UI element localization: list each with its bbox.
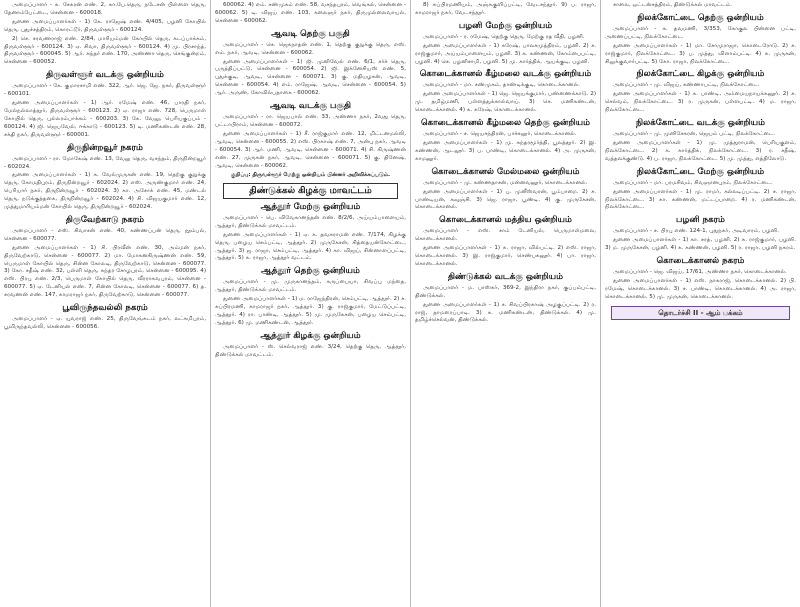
body-paragraph: துணை அமைப்பாளர்கள் - 1) ஜெ. ஜெயக்குமார், பண்ணைக்காடு. 2) மு. தமிழ்மணி, பள்ளத்துக்கால்வாய். 3) செ. மணிகண்டன், கொடைக்கானல். 4) க. சுரேஷ், கொடைக்கானல். [415, 91, 596, 114]
body-paragraph: துணை அமைப்பாளர்கள் - 1) ஜி. முனிவேல் எண். 6/1, சர்ச் தெரு, பருத்திப்பட்டு, சென்னை - 600054. 2) ஜி. இக்னேசியஸ் எண். 5, புதுக்குடி, ஆவடி, சென்னை - 600071. 3) கு. மதியழகன், ஆவடி, சென்னை - 600054. 4) எம். ராஜேஷ், ஆவடி, சென்னை - 600054. 5) ஆர். அருண், கோவில்பதாகை - 600062. [215, 58, 406, 97]
section-heading: கொடைக்கானல் மேல்மலை ஒன்றியம் [431, 166, 580, 177]
body-paragraph: துணை அமைப்பாளர்கள் - 1) மா. சோமுராஜா, கொடைரோடு. 2) ச. ராஜ்குமார், நிலக்கோட்டை. 3) ப. முத்து, விளாம்பட்டி. 4) சு. முருகன், சிலுக்குவார்பட்டி. 5) கோ. ராஜா, நிலக்கோட்டை. [605, 42, 796, 65]
body-paragraph: துணை அமைப்பாளர்கள் - 1) சீ. ராஜ்குமார் எண். 12, மிட்டனமல்லி, ஆவடி, சென்னை - 600055. 2) எஸ். பிரகாஷ் எண். 7, அன்பு நகர், ஆவடி - 600054. 3) ஆர். மணி, ஆவடி, சென்னை - 600071. 4) சி. கிருஷ்ணன் எண். 27, முருகன் நகர், ஆவடி, சென்னை - 600071. 5) கு. தினேஷ், ஆவடி, சென்னை - 600062. [215, 130, 406, 169]
body-paragraph: துணை அமைப்பாளர்கள் - 1) எஸ். நாகராஜ், கொடைக்கானல். 2) பி. ரமேஷ், கொடைக்கானல். 3) ச. பாண்டி, கொடைக்கானல். 4) அ. ராஜா, கொடைக்கானல். 5) மு. முருகன், கொடைக்கானல். [605, 277, 796, 300]
body-paragraph: அமைப்பாளர் - பெ. விவேகானந்தன் எண். 8/2/6, அய்யம்பாளையம், ஆத்தூர், திண்டுக்கல் மாவட்டம். [215, 214, 406, 229]
body-paragraph: துணை அமைப்பாளர்கள் - 1) மு. ராமர், கல்லடிப்பட்டி. 2) ச. ராஜா, நிலக்கோட்டை. 3) கா. கண்ணன், மட்டப்பாறை. 4) ர. மணிகண்டன், நிலக்கோட்டை. [605, 188, 796, 211]
body-paragraph: துணை அமைப்பாளர்கள் - 1) சி. பிரவீன் எண். 30, அம்மன் நகர், திருவேற்காடு, சென்னை - 600077. 2) மா. மோகனகிருஷ்ணன் எண். 59, பெருமாள் கோயில் தெரு, சின்ன கோலடி, திருவேற்காடு, சென்னை - 600077. 3) கோ. சதீஷ் எண். 32, பள்ளி தெரு, சுந்தர சோழபுரம், சென்னை - 600095. 4) எஸ். பிரபு எண். 2/3, பெருமாள் கோயில் தெரு, வீரராகவபுரம், சென்னை - 600077. 5) ஏ. டேனியல் எண். 7, சின்ன கோலடி, சென்னை - 600077. 6) த. சரவணன் எண். 147, காமராஜர் நகர், திருவேற்காடு, சென்னை - 600077. [4, 244, 206, 299]
body-paragraph: துணை அமைப்பாளர்கள் - 1) க. பாண்டி, அம்மையநாயக்கனூர். 2) ச. செல்வம், நிலக்கோட்டை. 3) ர. முருகன், பள்ளபட்டி. 4) ம. ராஜா, நிலக்கோட்டை. [605, 91, 796, 114]
body-paragraph: துணை அமைப்பாளர்கள் - 1) பு. முனீஸ்வரன், பூம்பாறை. 2) ச. பாண்டியன், கவுஞ்சி. 3) ஜெ. ராஜா, பூண்டி. 4) கு. முருகேசன், கொடைக்கானல். [415, 188, 596, 211]
body-paragraph: துணை அமைப்பாளர்கள் - 1) க. வேல்முருகன் எண். 19, தெற்கு குறுக்கு தெரு, கோமதிபுரம், திருநின்றவூர் - 602024. 2) எஸ். அருண்குமார் எண். 24, பெரியார் நகர், திருநின்றவூர் - 602024. 3) கா. அசோக் எண். 45, மண்டல் தெரு, நடுக்குத்தகை, திருநின்றவூர் - 602024. 4) சி. விஜயகுமார் எண். 12, முத்துமாரியம்மன் கோயில் தெரு, திருநின்றவூர் - 602024. [4, 172, 206, 211]
body-paragraph: அமைப்பாளர் - க. தவமணி, 3/353, கோகுல பின்னை பட்டி, அணைப்பட்டி, நிலக்கோட்டை. [605, 25, 796, 40]
body-paragraph: துணை அமைப்பாளர்கள் - 1) சு. ராஜா, வில்பட்டி. 2) எஸ். ராஜா, கொடைக்கானல். 3) இ. ராஜ்குமார், செண்பகனூர். 4) பா. ராஜா, கொடைக்கானல். [415, 245, 596, 267]
section-heading: ஆத்தூர் மேற்கு ஒன்றியம் [260, 201, 361, 212]
column-4 [600, 0, 800, 607]
body-paragraph: அமைப்பாளர் - செ. ஜெகநாதன் எண். 1, தெற்கு குறுக்கு தெரு, எஸ். எம். நகர், ஆவடி, சென்னை - 600062. [215, 41, 406, 56]
body-paragraph: துணை அமைப்பாளர்கள் - 1) ச. சிவப்பிரகாஷ் அழகுப்பட்டி. 2) ர. ராஜ், தாமரைப்பாடி. 3) சு. மணிகண்டன், திண்டுக்கல். 4) மு. தமிழ்ச்செல்வன், திண்டுக்கல். [415, 301, 596, 324]
body-paragraph: அமைப்பாளர் - எஸ். சிவாசன் எண். 40, கண்ணப்பன் தெரு, நூம்பல், சென்னை - 600077. [4, 227, 206, 242]
body-paragraph: 2) செ. சரவணராஜ் எண். 2/84, மாரியம்மன் கோயில் தெரு, கடப்பாக்கம், திருவள்ளூர் - 600124. 3) ஏ. சிவா, திருவள்ளூர் - 600124. 4) மு. பிரசாந்த், திருவள்ளூர் - 600045. 5) ஆர். சுந்தர் எண். 170, அண்ணா தெரு, செங்குன்றம், சென்னை - 600052. [4, 35, 206, 66]
section-heading: ஆவடி தெற்கு பகுதி [271, 28, 350, 39]
body-paragraph: சாலை, ஒட்டன்சத்திரம், திண்டுக்கல் மாவட்டம். [613, 2, 733, 8]
section-heading: திருநின்றவூர் நகரம் [67, 142, 143, 153]
body-paragraph: அமைப்பாளர் - கே. குமாரசாமி எண். 322, ஆர். ஜெ. ஜே. நகர், திருவள்ளூர் - 600101. [4, 83, 206, 98]
body-paragraph: துணை அமைப்பாளர்கள் - 1) மு. சுந்தரமூர்த்தி, பூலத்தூர். 2) இ. கண்ணன், ஆடலூர். 3) ப. பாண்டி, கொடைக்கானல். 4) அ. முருகன், காமனூர். [415, 139, 596, 162]
body-paragraph: அமைப்பாளர் - ஏ. யுவராஜ் எண். 25, திருவேங்கடம் நகர், லட்சுமிபுரம், பூவிருந்தவல்லி, சென்னை - 600056. [4, 316, 206, 330]
body-paragraph: துணை அமைப்பாளர்கள் - 1) கே. ராஜேஷ் எண். 4/405, பழனி கோயில் தெரு, புதுச்சத்திரம், கொரட்டூர், திருவள்ளூர் - 600124. [4, 18, 206, 33]
body-paragraph: அமைப்பாளர் - ரா. மோகேஷ் எண். 13, வேலு தெரு, வசந்தம், திருநின்றவூர் - 602024. [4, 155, 206, 170]
body-paragraph: 8) சுப்பிரமணியம், அஞ்சுகுளிப்பட்டி, வேடசந்தூர். 9) ப. ராஜா, காமராஜர் நகர், வேடசந்தூர். [415, 2, 596, 16]
section-heading: கொடைக்கானல் கீழ்மலை வடக்கு ஒன்றியம் [419, 69, 592, 80]
body-paragraph: துணை அமைப்பாளர்கள் - 1) சுரேஷ், பாலசமுத்திரம், பழனி. 2) ச. ராஜ்குமார், அய்யம்பாளையம், பழனி. 3) க. கண்ணன், கோம்பைபட்டி, பழனி. 4) செ. பழனிசாமி, பழனி. 5) மு. கார்த்திக், ஆயக்குடி, பழனி. [415, 42, 596, 65]
body-paragraph: அமைப்பாளர் - ச. பிரபு எண். 124-1, புதுநகர், அடிவாரம், பழனி. [613, 228, 779, 235]
body-paragraph: அமைப்பாளர் - ச. ஜெயசந்திரன், பாச்சலூர், கொடைக்கானல். [423, 131, 577, 138]
body-paragraph: துணை அமைப்பாளர்கள் - 1) ஆர். ரமேஷ் எண். 46, பாரதி நகர், மேல்நல்லாத்தூர், திருவள்ளூர் - 600123. 2) ஏ. ராஜா எண். 728, பெருமாள் கோயில் தெரு, புல்லரம்பாக்கம் - 600203. 3) கே. வேலு, பெரியகுப்பம் - 600124. 4) ஜி. ஜெயவேல், ஈக்காடு - 600123. 5) டி. மணிகண்டன் எண். 28, சக்தி நகர், திருவள்ளூர் - 600001. [4, 100, 206, 138]
body-paragraph: அமைப்பாளர் - ஜெ. விஜய், 17/61, அண்ணா நகர், கொடைக்கானல். [613, 269, 787, 276]
section-heading: நிலக்கோட்டை தெற்கு ஒன்றியம் [637, 12, 764, 23]
body-paragraph: அமைப்பாளர் - மு. முருகானந்தம், கருப்பையா, சிவப்பு மந்தை, ஆத்தூர், திண்டுக்கல் மாவட்டம். [215, 279, 406, 294]
body-paragraph: 600062. 4) எம். சண்முகம் எண். 58, வசந்தபுரம், வெங்கல், சென்னை - 600062. 5) டி. விஜய் எண். 103, கலைஞர் நகர், திருமுல்லைவாயல், சென்னை - 600062. [215, 2, 406, 24]
body-paragraph: அமைப்பாளர் - க. சேகரன் எண். 2, கா.பே.தெரு, நடேசன் பிள்ளை தெரு, தேனாம்பேட்டை, சென்னை - 600018. [4, 2, 206, 16]
body-paragraph: அமைப்பாளர் - ரா. ஜெயபால் எண். 33, அண்ணா நகர், 2வது தெரு, பட்டாபிராம், சென்னை - 600072. [215, 114, 406, 128]
column-2 [210, 0, 410, 607]
section-heading: பழனி நகரம் [676, 215, 725, 226]
section-heading: பழனி மேற்கு ஒன்றியம் [458, 20, 553, 31]
body-paragraph: துணை அமைப்பாளர்கள் - 1) ம. ராஜேந்திரன், செம்பட்டி, ஆத்தூர். 2) ச. சுப்பிரமணி, காமராஜர் நகர், ஆத்தூர். 3) கு. ராஜ்குமார், மேட்டுப்பட்டி, ஆத்தூர். 4) ரா. பாண்டி, ஆத்தூர். 5) மு. முருகேசன், பழைய செம்பட்டி, ஆத்தூர். 6) மு. மணிகண்டன், ஆத்தூர். [215, 296, 406, 326]
continued-notice: தொடர்ச்சி II - ஆம் பக்கம் [611, 306, 790, 320]
body-paragraph: அமைப்பாளர் - ஸ். செல்வராஜ் எண். 3/24, தெற்கு தெரு, ஆத்தூர், திண்டுக்கல் மாவட்டம். [215, 343, 406, 358]
body-paragraph: அமைப்பாளர் - மா. சண்முகம், தாண்டிக்குடி, கொடைக்கானல். [423, 82, 581, 89]
section-heading: கொடைக்கானல் நகரம் [656, 256, 745, 267]
body-paragraph: துணை அமைப்பாளர்கள் - 1) கா. சரத், பழனி. 2) சு. ராஜ்குமார், பழனி. 3) ம. முருகேசன், பழனி. 4) க. கண்ணன், பழனி. 5) ர. ராஜா, பழனி நகரம். [605, 237, 796, 252]
section-heading: நிலக்கோட்டை வடக்கு ஒன்றியம் [636, 118, 765, 129]
section-heading: திருவேற்காடு நகரம் [65, 214, 145, 225]
body-paragraph: அமைப்பாளர் - ர. ரமேஷ், தெற்கு தெரு, மேற்கு ரத வீதி, பழனி. [423, 33, 585, 40]
section-heading: ஆவடி வடக்கு பகுதி [269, 101, 352, 112]
body-paragraph: அமைப்பாளர் - எஸ். சாம் டேனியல், பெருமாள்மலை, கொடைக்கானல். [415, 228, 596, 243]
section-heading: நிலக்கோட்டை கிழக்கு ஒன்றியம் [636, 69, 765, 80]
section-heading: திருவள்ளூர் வடக்கு ஒன்றியம் [46, 70, 164, 81]
section-heading: பூவிருந்தவல்லி நகரம் [62, 303, 148, 314]
section-heading: ஆத்தூர் கிழக்கு ஒன்றியம் [260, 330, 361, 341]
section-heading: கொடைக்கானல் கீழ்மலை தெற்கு ஒன்றியம் [420, 118, 591, 129]
section-heading: திண்டுக்கல் வடக்கு ஒன்றியம் [447, 271, 564, 282]
section-heading: நிலக்கோட்டை மேற்கு ஒன்றியம் [636, 166, 765, 177]
column-1 [0, 0, 210, 607]
section-heading: கொடைக்கானல் மத்திய ஒன்றியம் [439, 215, 572, 226]
body-paragraph: துணை அமைப்பாளர்கள் - 1) மு. முத்துராமன், பெரியகுளம், நிலக்கோட்டை. 2) க. கார்த்திக், நிலக்கோட்டை. 3) ர. சதீஷ், வத்தலக்குண்டு. 4) ப. ராஜா, நிலக்கோட்டை. 5) மு. முத்து, எத்திலோடு. [605, 139, 796, 162]
body-paragraph: அமைப்பாளர் - மு. முனிசேகரன், ஜெயம் பட்டி, நிலக்கோட்டை. [613, 131, 776, 138]
section-heading: ஆத்தூர் தெற்கு ஒன்றியம் [261, 266, 360, 277]
column-3 [410, 0, 600, 607]
body-paragraph: அமைப்பாளர் - மா. பரமசிவம், சிவஞானபுரம், நிலக்கோட்டை. [613, 179, 773, 186]
body-paragraph: அமைப்பாளர் - ம. பாஸ்கர், 369-2, இந்திரா நகர், குப்பம்பட்டி, திண்டுக்கல். [415, 284, 596, 299]
body-paragraph: அமைப்பாளர் - மு. கண்ணதாசன், மன்னவனூர், கொடைக்கானல். [423, 179, 588, 186]
notice-text: குறிப்பு: திருவள்ளூர் மேற்கு ஒன்றியம் பின்னர் அறிவிக்கப்படும். [230, 172, 391, 179]
district-banner: திண்டுக்கல் கிழக்கு மாவட்டம் [223, 183, 397, 199]
body-paragraph: அமைப்பாளர் - மு. விஜய், கண்ணாபட்டி, நிலக்கோட்டை. [613, 82, 760, 89]
body-paragraph: துணை அமைப்பாளர்கள் - 1) ஏ. க. தவசுராமன் எண். 7/174, கிழக்கு தெரு, பழைய செம்பட்டி, ஆத்தூர். 2) முருகேசன், சித்தையன்கோட்டை, ஆத்தூர். 3) ஜ. ராஜா, செம்பட்டி, ஆத்தூர். 4) கா. விஜய், சின்னாளப்பட்டி, ஆத்தூர். 5) சு. ராஜா, ஆத்தூர் வட்டம். [215, 231, 406, 262]
